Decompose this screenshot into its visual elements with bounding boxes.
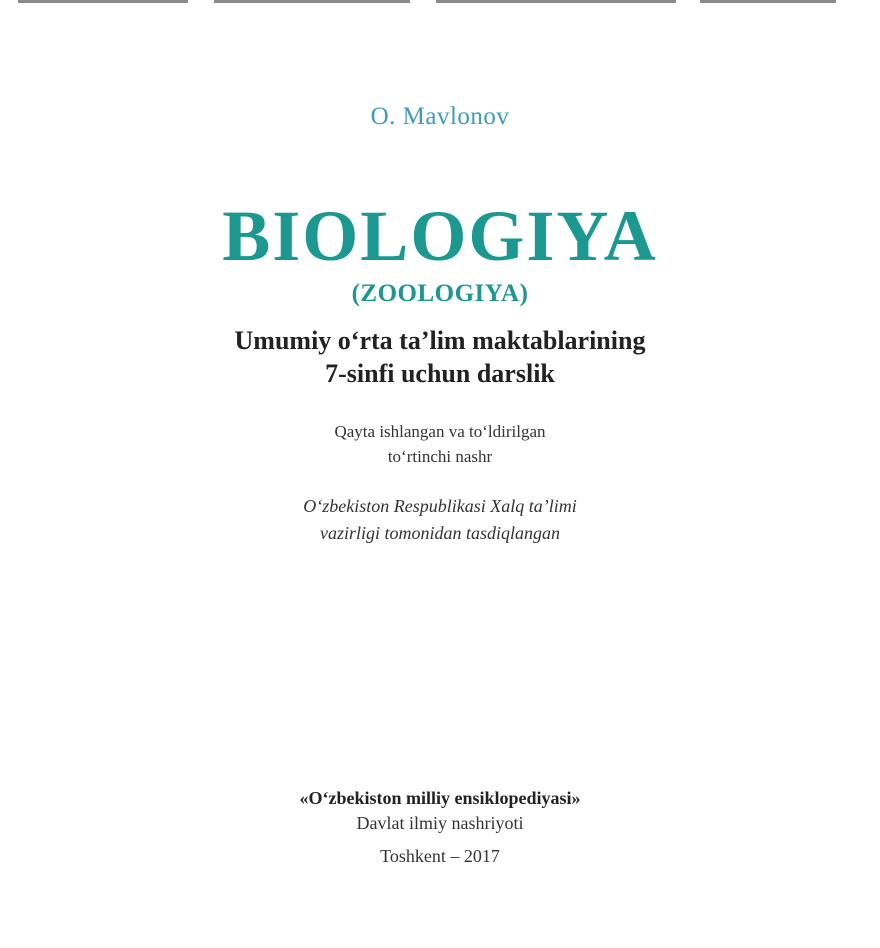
- book-description-line-1: Umumiy o‘rta ta’lim maktablarining: [234, 326, 646, 355]
- publisher-type: Davlat ilmiy nashriyoti: [356, 813, 524, 833]
- book-description-line-2: 7-sinfi uchun darslik: [325, 359, 555, 388]
- author-name: O. Mavlonov: [370, 103, 510, 130]
- approval-note-line-1: O‘zbekiston Respublikasi Xalq ta’limi: [303, 496, 577, 516]
- edition-note-line-2: to‘rtinchi nashr: [387, 447, 493, 466]
- approval-note-line-2: vazirligi tomonidan tasdiqlangan: [319, 523, 560, 543]
- publication-city-year: Toshkent – 2017: [380, 846, 500, 866]
- book-title: BIOLOGIYA: [222, 196, 658, 276]
- edition-note-line-1: Qayta ishlangan va to‘ldirilgan: [334, 422, 546, 441]
- publisher-name: «O‘zbekiston milliy ensiklopediyasi»: [299, 788, 581, 808]
- book-subtitle: (ZOOLOGIYA): [351, 280, 529, 307]
